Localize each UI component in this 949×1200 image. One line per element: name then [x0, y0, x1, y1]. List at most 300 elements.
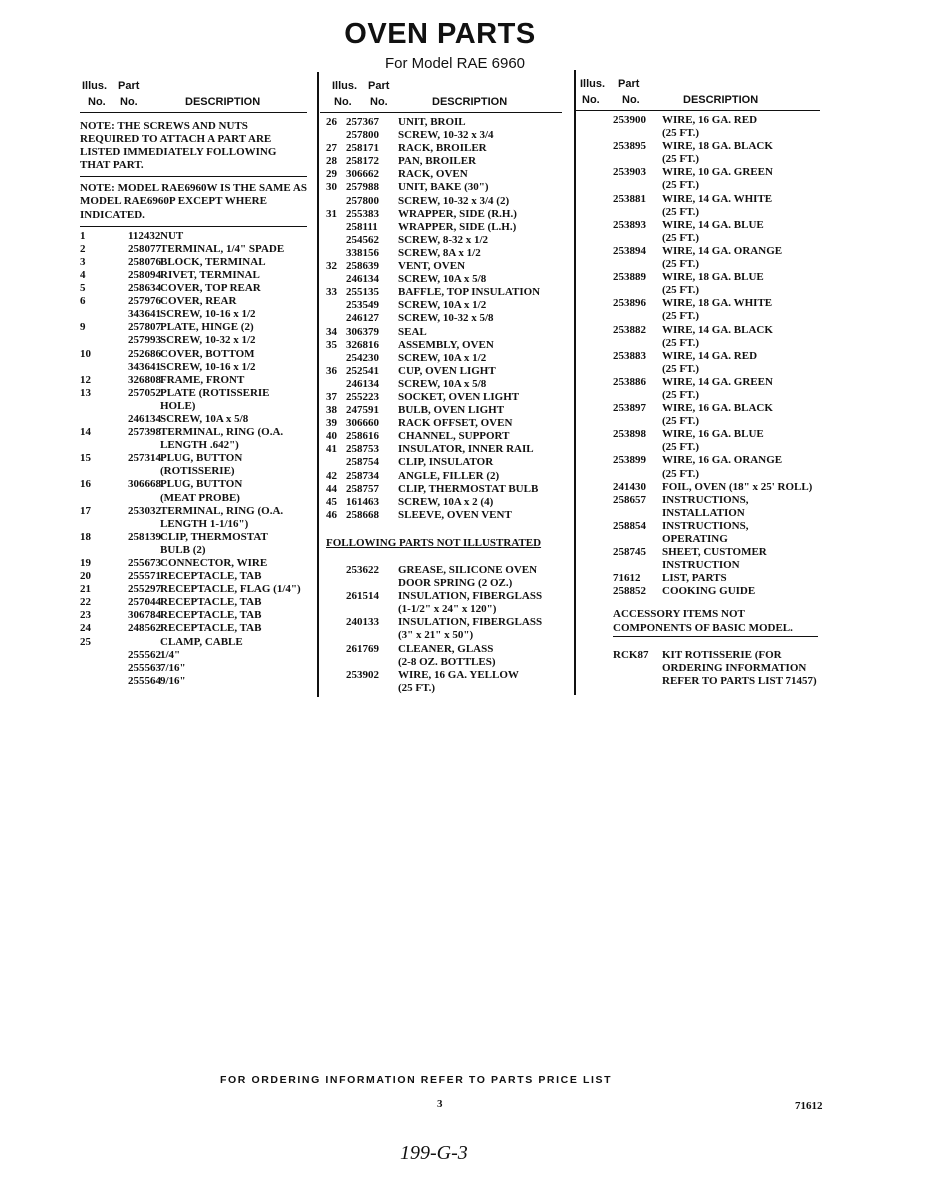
part-number: 252541 — [346, 364, 379, 377]
part-description: RECEPTACLE, TAB — [160, 596, 262, 609]
column-header — [80, 80, 307, 112]
illus-number: 1 — [80, 229, 86, 242]
table-row — [326, 509, 562, 522]
illus-number: 29 — [326, 168, 337, 181]
part-description: ORDERING INFORMATION — [662, 661, 807, 674]
parts-column-1 — [80, 80, 307, 688]
part-description: HOLE) — [160, 399, 196, 412]
part-number: 255563 — [128, 661, 161, 674]
part-description: (25 FT.) — [398, 681, 436, 694]
illus-number: 35 — [326, 338, 337, 351]
part-description: CLIP, INSULATOR — [398, 456, 494, 469]
part-description: SCREW, 8A x 1/2 — [398, 246, 481, 259]
part-description: SHEET, CUSTOMER — [662, 546, 767, 559]
part-description: SCREW, 10-32 x 3/4 (2) — [398, 194, 510, 207]
part-description: WIRE, 14 GA. ORANGE — [662, 244, 783, 257]
part-number: RCK87 — [613, 648, 649, 661]
illus-number: 16 — [80, 478, 91, 491]
table-row — [80, 269, 307, 282]
part-description: ANGLE, FILLER (2) — [398, 469, 500, 482]
part-number: 306662 — [346, 168, 379, 181]
table-row — [580, 520, 820, 546]
part-number: 257367 — [346, 116, 379, 128]
part-number: 257314 — [128, 452, 161, 465]
part-description: WIRE, 14 GA. BLUE — [662, 218, 764, 231]
part-number: 258172 — [346, 155, 379, 168]
illus-number: 30 — [326, 181, 337, 194]
table-row — [326, 181, 562, 194]
part-number: 253549 — [346, 299, 379, 312]
illus-number: 12 — [80, 373, 91, 386]
part-description: COVER, TOP REAR — [160, 282, 261, 295]
part-description: SCREW, 10-32 x 5/8 — [398, 312, 494, 325]
illus-number: 10 — [80, 347, 91, 360]
part-description: INSULATOR, INNER RAIL — [398, 443, 534, 456]
table-row — [326, 391, 562, 404]
illus-number: 36 — [326, 364, 337, 377]
part-description: COVER, REAR — [160, 295, 237, 308]
part-number: 258757 — [346, 482, 379, 495]
table-row — [80, 583, 307, 596]
part-number: 257807 — [128, 321, 161, 334]
table-row — [580, 324, 820, 350]
part-description: WIRE, 14 GA. WHITE — [662, 192, 773, 205]
illus-number: 27 — [326, 142, 337, 155]
part-description: WIRE, 14 GA. BLACK — [662, 323, 773, 336]
table-row — [580, 649, 820, 688]
illus-number: 45 — [326, 495, 337, 508]
part-description: TERMINAL, 1/4" SPADE — [160, 242, 285, 255]
table-row — [326, 142, 562, 155]
table-row — [326, 456, 562, 469]
table-row — [580, 402, 820, 428]
part-description: (ROTISSERIE) — [160, 465, 235, 478]
section-title-accessory: ACCESSORY ITEMS NOT COMPONENTS OF BASIC MODEL. — [613, 608, 818, 636]
illus-label: Illus. — [580, 78, 606, 90]
part-description: WIRE, 16 GA. BLUE — [662, 428, 764, 441]
part-description: PAN, BROILER — [398, 155, 477, 168]
table-row — [326, 326, 562, 339]
part-description: (25 FT.) — [662, 205, 700, 218]
part-number: 258076 — [128, 255, 161, 268]
part-description: LENGTH 1-1/16") — [160, 517, 249, 530]
handwritten-note: 199-G-3 — [400, 1142, 468, 1164]
part-number: 253897 — [613, 402, 646, 415]
table-row — [580, 297, 820, 323]
table-row — [80, 675, 307, 688]
part-description: PLATE (ROTISSERIE — [160, 386, 270, 399]
table-row — [80, 622, 307, 635]
no-label: No. — [622, 94, 640, 106]
illus-number: 31 — [326, 207, 337, 220]
part-description: (25 FT.) — [662, 310, 700, 323]
part-number: 258634 — [128, 282, 161, 295]
part-description: BAFFLE, TOP INSULATION — [398, 286, 541, 299]
part-description: NUT — [160, 229, 184, 242]
part-number: 258139 — [128, 530, 161, 543]
part-description: (25 FT.) — [662, 362, 700, 375]
part-description: CUP, OVEN LIGHT — [398, 364, 496, 377]
part-number: 253903 — [613, 166, 646, 179]
table-row — [80, 505, 307, 531]
part-description: CONNECTOR, WIRE — [160, 557, 268, 569]
part-description: (25 FT.) — [662, 467, 700, 480]
table-row — [80, 348, 307, 361]
part-description: WIRE, 18 GA. WHITE — [662, 297, 773, 310]
illus-number: 44 — [326, 482, 337, 495]
table-row — [80, 334, 307, 347]
illus-number: 28 — [326, 155, 337, 168]
part-description: CLIP, THERMOSTAT — [160, 530, 268, 543]
illus-number: 37 — [326, 390, 337, 403]
part-number: 338156 — [346, 246, 379, 259]
column-header — [580, 78, 820, 110]
illus-number: 19 — [80, 557, 91, 569]
table-row — [326, 129, 562, 142]
table-row — [326, 378, 562, 391]
part-description: RECEPTACLE, TAB — [160, 570, 262, 583]
part-description: PLUG, BUTTON — [160, 478, 243, 491]
illus-number: 42 — [326, 469, 337, 482]
part-description: UNIT, BROIL — [398, 116, 466, 128]
note: NOTE: THE SCREWS AND NUTS REQUIRED TO ATTACH A PART ARE LISTED IMMEDIATELY FOLLOWING THAT PART. — [80, 120, 277, 172]
part-number: 306668 — [128, 478, 161, 491]
table-row — [580, 166, 820, 192]
part-number: 257800 — [346, 194, 379, 207]
table-row — [80, 662, 307, 675]
table-row — [326, 286, 562, 299]
part-number: 253900 — [613, 114, 646, 126]
part-number: 258094 — [128, 268, 161, 281]
table-row — [80, 596, 307, 609]
table-row — [80, 636, 307, 649]
table-row — [80, 478, 307, 504]
part-number: 258171 — [346, 142, 379, 155]
part-number: 306660 — [346, 417, 379, 430]
table-row — [80, 308, 307, 321]
part-number: 258668 — [346, 508, 379, 521]
part-number: 246134 — [128, 412, 161, 425]
table-row — [580, 494, 820, 520]
part-description: WIRE, 16 GA. RED — [662, 114, 758, 126]
part-description: WIRE, 18 GA. BLUE — [662, 271, 764, 284]
part-number: 343641 — [128, 360, 161, 373]
part-description: OPERATING — [662, 533, 728, 545]
part-description: INSULATION, FIBERGLASS — [398, 590, 543, 603]
column-divider — [317, 72, 319, 697]
table-row — [326, 616, 562, 642]
part-description: TERMINAL, RING (O.A. — [160, 504, 284, 517]
part-description: SCREW, 10A x 2 (4) — [398, 495, 494, 508]
part-description: SCREW, 10-32 x 3/4 — [398, 129, 494, 142]
part-number: 246127 — [346, 312, 379, 325]
part-description: COVER, BOTTOM — [160, 347, 255, 360]
part-number: 261769 — [346, 642, 379, 655]
part-description: SCREW, 10A x 1/2 — [398, 299, 487, 312]
description-label: DESCRIPTION — [432, 96, 508, 108]
table-row — [80, 361, 307, 374]
part-number: 253894 — [613, 244, 646, 257]
table-row — [326, 470, 562, 483]
table-row — [326, 564, 562, 590]
table-row — [326, 168, 562, 181]
part-number: 258852 — [613, 585, 646, 598]
part-description: RACK, OVEN — [398, 168, 468, 181]
table-row — [80, 295, 307, 308]
part-description: FOIL, OVEN (18" x 25' ROLL) — [662, 480, 813, 493]
part-number: 254230 — [346, 351, 379, 364]
part-description: WIRE, 18 GA. BLACK — [662, 140, 773, 153]
table-row — [580, 219, 820, 245]
part-number: 261514 — [346, 590, 379, 603]
table-row — [80, 321, 307, 334]
part-description: (3" x 21" x 50") — [398, 629, 474, 642]
description-label: DESCRIPTION — [683, 94, 759, 106]
table-row — [326, 208, 562, 221]
part-number: 255562 — [128, 648, 161, 661]
part-number: 252686 — [128, 347, 161, 360]
part-description: SEAL — [398, 325, 427, 338]
table-row — [80, 531, 307, 557]
part-description: (MEAT PROBE) — [160, 491, 240, 504]
part-description: CLEANER, GLASS — [398, 642, 494, 655]
part-description: WRAPPER, SIDE (L.H.) — [398, 220, 517, 233]
part-description: (2-8 OZ. BOTTLES) — [398, 655, 496, 668]
illus-number: 2 — [80, 242, 86, 255]
table-row — [326, 443, 562, 456]
part-number: 240133 — [346, 616, 379, 629]
part-description: (25 FT.) — [662, 231, 700, 244]
table-row — [326, 352, 562, 365]
part-description: SCREW, 10-16 x 1/2 — [160, 308, 256, 321]
part-number: 326808 — [128, 373, 161, 386]
part-number: 257044 — [128, 596, 161, 609]
part-description: SOCKET, OVEN LIGHT — [398, 390, 520, 403]
part-number: 253886 — [613, 375, 646, 388]
part-number: 247591 — [346, 404, 379, 417]
part-description: BULB, OVEN LIGHT — [398, 404, 505, 417]
illus-number: 24 — [80, 622, 91, 635]
illus-number: 20 — [80, 570, 91, 583]
table-row — [580, 114, 820, 140]
column-header — [326, 80, 562, 112]
table-row — [580, 376, 820, 402]
table-row — [580, 572, 820, 585]
part-number: 246134 — [346, 273, 379, 286]
part-description: WIRE, 16 GA. ORANGE — [662, 454, 783, 467]
part-description: 7/16" — [160, 661, 186, 674]
part-number: 253883 — [613, 349, 646, 362]
illus-number: 46 — [326, 508, 337, 521]
part-description: SCREW, 8-32 x 1/2 — [398, 233, 489, 246]
table-row — [326, 260, 562, 273]
part-description: SCREW, 10A x 5/8 — [160, 412, 249, 425]
part-description: WIRE, 14 GA. GREEN — [662, 375, 773, 388]
illus-number: 22 — [80, 596, 91, 609]
part-description: VENT, OVEN — [398, 260, 466, 273]
part-description: (1-1/2" x 24" x 120") — [398, 603, 497, 616]
part-number: 253893 — [613, 218, 646, 231]
part-description: CHANNEL, SUPPORT — [398, 430, 510, 443]
part-description: (25 FT.) — [662, 258, 700, 271]
part-description: RACK, BROILER — [398, 142, 487, 155]
illus-number: 6 — [80, 295, 86, 308]
table-row — [326, 365, 562, 378]
part-description: COOKING GUIDE — [662, 585, 756, 598]
part-description: SLEEVE, OVEN VENT — [398, 508, 512, 521]
illus-label: Illus. — [332, 80, 358, 92]
table-row — [326, 116, 562, 129]
page-number: 3 — [437, 1098, 443, 1110]
part-description: INSULATION, FIBERGLASS — [398, 616, 543, 629]
illus-number: 15 — [80, 452, 91, 465]
part-description: GREASE, SILICONE OVEN — [398, 564, 538, 576]
part-description: WIRE, 10 GA. GREEN — [662, 166, 773, 179]
part-number: 255135 — [346, 286, 379, 299]
illus-number: 21 — [80, 583, 91, 596]
part-description: INSTRUCTION — [662, 559, 740, 572]
part-description: INSTRUCTIONS, — [662, 519, 749, 532]
part-label: Part — [118, 80, 140, 92]
illus-number: 17 — [80, 504, 91, 517]
part-description: (25 FT.) — [662, 441, 700, 454]
no-label: No. — [88, 96, 106, 108]
part-description: (25 FT.) — [662, 415, 700, 428]
illus-number: 40 — [326, 430, 337, 443]
part-number: 161463 — [346, 495, 379, 508]
part-number: 258616 — [346, 430, 379, 443]
part-description: (25 FT.) — [662, 127, 700, 140]
part-number: 258854 — [613, 519, 646, 532]
table-row — [326, 430, 562, 443]
table-row — [80, 413, 307, 426]
part-description: SCREW, 10-32 x 1/2 — [160, 334, 256, 347]
illus-number: 26 — [326, 116, 337, 128]
table-row — [580, 454, 820, 480]
table-row — [80, 452, 307, 478]
table-row — [580, 546, 820, 572]
table-row — [580, 428, 820, 454]
part-number: 71612 — [613, 572, 641, 585]
part-number: 343641 — [128, 308, 161, 321]
table-row — [80, 387, 307, 413]
part-number: 258657 — [613, 493, 646, 506]
part-number: 253896 — [613, 297, 646, 310]
table-row — [80, 426, 307, 452]
part-number: 326816 — [346, 338, 379, 351]
part-label: Part — [618, 78, 640, 90]
table-row — [326, 299, 562, 312]
parts-column-3 — [580, 78, 820, 688]
ordering-info-footer: FOR ORDERING INFORMATION REFER TO PARTS PRICE LIST — [220, 1074, 613, 1086]
part-number: 253902 — [346, 668, 379, 681]
table-row — [326, 312, 562, 325]
part-number: 253895 — [613, 140, 646, 153]
table-row — [326, 404, 562, 417]
column-divider — [574, 70, 576, 695]
illus-number: 18 — [80, 530, 91, 543]
illus-number: 25 — [80, 635, 91, 648]
part-description: BLOCK, TERMINAL — [160, 255, 266, 268]
part-description: SCREW, 10A x 1/2 — [398, 351, 487, 364]
part-description: WRAPPER, SIDE (R.H.) — [398, 207, 517, 220]
table-row — [326, 669, 562, 695]
part-description: LIST, PARTS — [662, 572, 727, 585]
part-description: RACK OFFSET, OVEN — [398, 417, 513, 430]
part-label: Part — [368, 80, 390, 92]
table-row — [326, 195, 562, 208]
illus-number: 38 — [326, 404, 337, 417]
part-number: 258077 — [128, 242, 161, 255]
part-number: 255571 — [128, 570, 161, 583]
part-number: 255383 — [346, 207, 379, 220]
part-description: (25 FT.) — [662, 153, 700, 166]
part-number: 255297 — [128, 583, 161, 596]
part-number: 253882 — [613, 323, 646, 336]
table-row — [326, 247, 562, 260]
part-number: 248562 — [128, 622, 161, 635]
part-number: 257993 — [128, 334, 161, 347]
part-description: INSTALLATION — [662, 506, 745, 519]
part-description: PLATE, HINGE (2) — [160, 321, 254, 334]
part-number: 255564 — [128, 674, 161, 687]
table-row — [80, 374, 307, 387]
part-number: 257976 — [128, 295, 161, 308]
part-number: 241430 — [613, 480, 646, 493]
table-row — [580, 481, 820, 494]
table-row — [326, 417, 562, 430]
no-label: No. — [370, 96, 388, 108]
part-number: 258753 — [346, 443, 379, 456]
part-description: SCREW, 10A x 5/8 — [398, 273, 487, 286]
illus-number: 5 — [80, 282, 86, 295]
table-row — [580, 140, 820, 166]
table-row — [580, 271, 820, 297]
table-row — [326, 221, 562, 234]
illus-number: 41 — [326, 443, 337, 456]
note: NOTE: MODEL RAE6960W IS THE SAME AS MODEL RAE6960P EXCEPT WHERE INDICATED. — [80, 182, 307, 221]
part-description: RECEPTACLE, FLAG (1/4") — [160, 583, 301, 596]
table-row — [326, 155, 562, 168]
no-label: No. — [582, 94, 600, 106]
part-description: TERMINAL, RING (O.A. — [160, 426, 284, 439]
part-description: 9/16" — [160, 674, 186, 687]
table-row — [326, 339, 562, 352]
part-description: ASSEMBLY, OVEN — [398, 338, 494, 351]
table-row — [326, 496, 562, 509]
part-number: 253889 — [613, 271, 646, 284]
part-description: PLUG, BUTTON — [160, 452, 243, 465]
illus-number: 23 — [80, 609, 91, 622]
part-number: 258734 — [346, 469, 379, 482]
page-subtitle: For Model RAE 6960 — [384, 55, 526, 72]
part-description: RECEPTACLE, TAB — [160, 609, 262, 622]
part-description: WIRE, 16 GA. BLACK — [662, 402, 773, 415]
part-number: 253032 — [128, 504, 161, 517]
part-description: SCREW, 10A x 5/8 — [398, 377, 487, 390]
illus-number: 39 — [326, 417, 337, 430]
part-number: 253898 — [613, 428, 646, 441]
part-description: SCREW, 10-16 x 1/2 — [160, 360, 256, 373]
table-row — [326, 590, 562, 616]
part-description: UNIT, BAKE (30") — [398, 181, 489, 194]
table-row — [580, 350, 820, 376]
part-description: (25 FT.) — [662, 179, 700, 192]
illus-number: 34 — [326, 325, 337, 338]
page-title: OVEN PARTS — [344, 18, 536, 50]
part-description: INSTRUCTIONS, — [662, 493, 749, 506]
part-number: 258745 — [613, 546, 646, 559]
